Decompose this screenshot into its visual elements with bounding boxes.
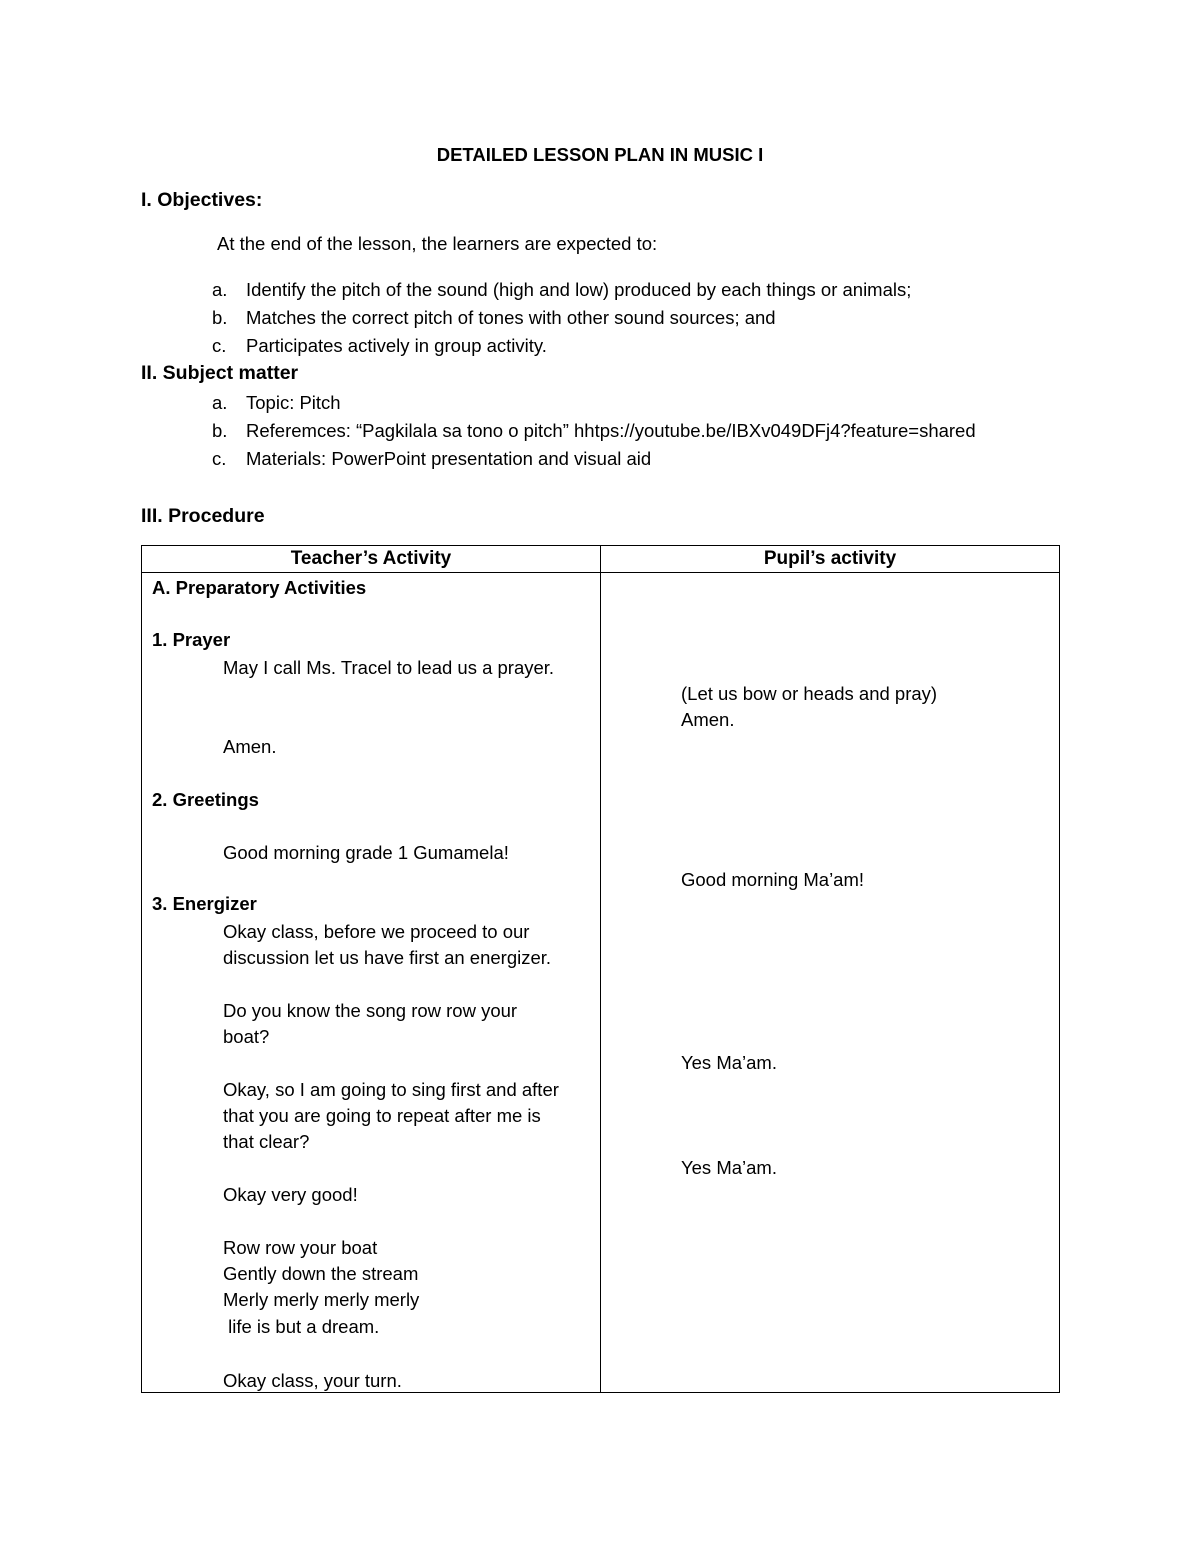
greeting-line: Good morning grade 1 Gumamela! <box>223 842 509 863</box>
prayer-heading: 1. Prayer <box>152 629 231 650</box>
prayer-line: May I call Ms. Tracel to lead us a prayer. <box>223 657 555 678</box>
objectives-intro: At the end of the lesson, the learners are expected to: <box>217 233 658 254</box>
list-text: Identify the pitch of the sound (high and low) produced by each things or animals; <box>246 279 912 300</box>
song-line: Row row your boat <box>223 1237 378 1258</box>
pupil-yes-response: Yes Ma’am. <box>681 1157 777 1178</box>
list-text: Referemces: “Pagkilala sa tono o pitch” hhtps://youtube.be/IBXv049DFj4?feature=shared <box>246 420 976 441</box>
song-line: life is but a dream. <box>223 1316 380 1337</box>
energizer-heading: 3. Energizer <box>152 893 257 914</box>
teacher-amen: Amen. <box>223 736 277 757</box>
list-marker: a. <box>212 279 228 300</box>
list-marker: a. <box>212 392 228 413</box>
energizer-line: Do you know the song row row your <box>223 1000 518 1021</box>
song-line: Merly merly merly merly <box>223 1289 420 1310</box>
energizer-line: Okay, so I am going to sing first and after <box>223 1079 559 1100</box>
subject-matter-heading: II. Subject matter <box>141 362 299 384</box>
energizer-line: Okay very good! <box>223 1184 358 1205</box>
energizer-line: that you are going to repeat after me is <box>223 1105 541 1126</box>
list-marker: c. <box>212 335 227 356</box>
energizer-line: that clear? <box>223 1131 310 1152</box>
section-preparatory: A. Preparatory Activities <box>152 577 367 598</box>
list-marker: b. <box>212 420 228 441</box>
greetings-heading: 2. Greetings <box>152 789 259 810</box>
song-line: Gently down the stream <box>223 1263 419 1284</box>
list-marker: b. <box>212 307 228 328</box>
energizer-line: discussion let us have first an energizer. <box>223 947 552 968</box>
energizer-line: Okay class, before we proceed to our <box>223 921 530 942</box>
objective-item <box>212 281 911 300</box>
subject-item <box>212 394 341 413</box>
list-text: Participates actively in group activity. <box>246 335 547 356</box>
table-header-row <box>142 546 1060 573</box>
energizer-line: Okay class, your turn. <box>223 1370 402 1391</box>
subject-item <box>212 450 651 469</box>
list-marker: c. <box>212 448 227 469</box>
subject-item <box>212 422 976 441</box>
column-header-teacher: Teacher’s Activity <box>142 546 601 573</box>
pupil-prayer-response: (Let us bow or heads and pray) <box>681 683 938 704</box>
objective-item <box>212 337 547 356</box>
document-title: DETAILED LESSON PLAN IN MUSIC I <box>436 144 764 165</box>
energizer-line: boat? <box>223 1026 270 1047</box>
pupil-activity-cell <box>601 573 1060 1393</box>
pupil-yes-response: Yes Ma’am. <box>681 1052 777 1073</box>
list-text: Materials: PowerPoint presentation and visual aid <box>246 448 652 469</box>
list-text: Topic: Pitch <box>246 392 341 413</box>
procedure-table <box>141 545 1060 1393</box>
list-text: Matches the correct pitch of tones with other sound sources; and <box>246 307 776 328</box>
table-row <box>142 573 1060 1393</box>
objective-item <box>212 309 776 328</box>
pupil-amen: Amen. <box>681 709 735 730</box>
pupil-greeting-response: Good morning Ma’am! <box>681 869 865 890</box>
objectives-heading: I. Objectives: <box>141 189 263 211</box>
teacher-activity-cell <box>142 573 601 1393</box>
procedure-heading: III. Procedure <box>141 505 265 527</box>
column-header-pupil: Pupil’s activity <box>601 546 1060 573</box>
